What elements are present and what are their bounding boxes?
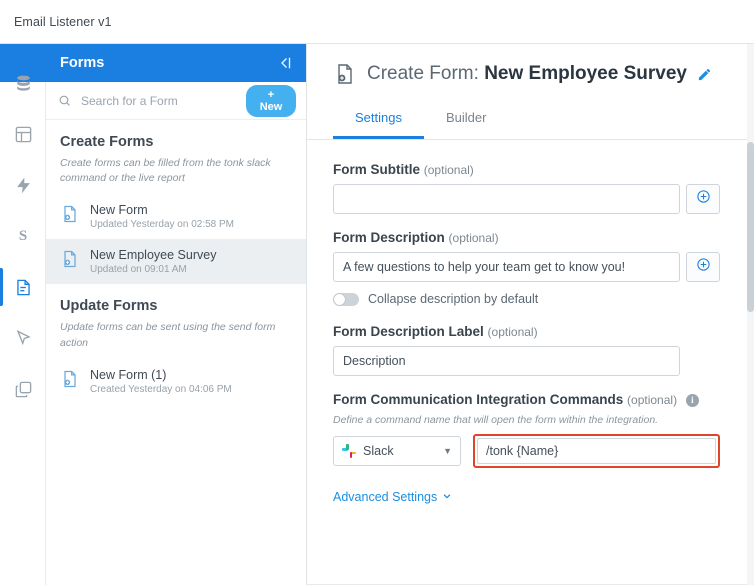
main-scrollbar[interactable]: [747, 44, 754, 585]
scrollbar-thumb[interactable]: [747, 142, 754, 312]
tab-settings[interactable]: Settings: [333, 100, 424, 139]
search-icon: [58, 94, 71, 107]
advanced-settings-toggle[interactable]: [333, 490, 452, 504]
cursor-icon: [14, 329, 33, 348]
bolt-icon: [14, 176, 33, 195]
optional-tag: (optional): [487, 325, 538, 339]
form-subtitle-input[interactable]: [333, 184, 680, 214]
settings-form: [307, 140, 754, 506]
database-icon: [14, 74, 33, 93]
main-content: [307, 44, 754, 585]
form-description-label-label: [333, 324, 720, 339]
page-title-name: New Employee Survey: [484, 63, 687, 84]
search-input[interactable]: [79, 93, 238, 109]
label-text: Form Communication Integration Commands: [333, 392, 624, 407]
info-icon[interactable]: i: [686, 394, 699, 407]
advanced-settings-label: Advanced Settings: [333, 490, 438, 504]
grid-icon: [14, 125, 33, 144]
chevron-down-icon: [442, 490, 452, 504]
page-title-row: [307, 44, 754, 100]
list-item[interactable]: [46, 194, 306, 239]
list-item-meta: Updated on 09:01 AM: [90, 264, 187, 276]
form-subtitle-label: [333, 162, 720, 177]
top-bar: [0, 0, 754, 44]
rail-item-library[interactable]: [0, 364, 46, 415]
slack-icon: [342, 444, 356, 458]
optional-tag: (optional): [448, 231, 499, 245]
app-title: Email Listener v1: [14, 14, 112, 29]
group-header-create-forms: [46, 120, 306, 152]
label-text: Form Subtitle: [333, 162, 420, 177]
new-form-button[interactable]: + New: [246, 85, 296, 117]
chevron-down-icon: ▼: [443, 446, 452, 456]
integration-commands-hint: Define a command name that will open the form within the integration.: [333, 414, 659, 426]
rail-item-forms[interactable]: [0, 262, 46, 313]
list-item-name: New Form: [90, 203, 148, 218]
copy-icon: [14, 380, 33, 399]
group-subtitle: Update forms can be sent using the send form action: [60, 321, 276, 349]
toggle-knob: [334, 294, 345, 305]
tab-bar: [307, 100, 754, 140]
forms-panel: [46, 44, 307, 585]
command-input-highlight: [473, 434, 720, 468]
rail-item-automations[interactable]: [0, 160, 46, 211]
integration-select-value: Slack: [363, 444, 394, 458]
list-item-meta: Updated Yesterday on 02:58 PM: [90, 219, 234, 231]
collapse-description-label: Collapse description by default: [368, 292, 539, 306]
tab-builder[interactable]: Builder: [445, 110, 487, 125]
form-document-icon: [60, 204, 80, 229]
form-description-input[interactable]: [333, 252, 680, 282]
edit-pencil-icon[interactable]: [697, 67, 712, 82]
merge-field-icon: [696, 189, 711, 209]
collapse-panel-icon[interactable]: [276, 54, 294, 72]
rail-item-data[interactable]: [0, 58, 46, 109]
page-title: [367, 63, 687, 85]
integration-commands-label: [333, 392, 720, 407]
letter-s-icon: S: [18, 228, 28, 244]
rail-item-s[interactable]: [0, 211, 46, 262]
rail-item-apps[interactable]: [0, 109, 46, 160]
forms-search-row: [46, 82, 306, 120]
form-document-icon: [60, 249, 80, 274]
merge-field-icon: [696, 257, 711, 277]
label-text: Form Description Label: [333, 324, 484, 339]
collapse-description-row: [333, 292, 720, 306]
form-document-icon: [60, 369, 80, 394]
form-description-row: [333, 252, 720, 282]
group-title: Create Forms: [60, 134, 154, 150]
left-icon-rail: [0, 44, 46, 585]
integration-select[interactable]: [333, 436, 461, 466]
optional-tag: (optional): [423, 163, 474, 177]
group-subtitle: Create forms can be filled from the tonk slack command or the live report: [60, 157, 271, 185]
label-text: Form Description: [333, 230, 445, 245]
form-description-label-row: [333, 346, 720, 376]
form-icon: [14, 278, 33, 297]
group-title: Update Forms: [60, 298, 158, 315]
insert-variable-button[interactable]: [686, 184, 720, 214]
rail-item-actions[interactable]: [0, 313, 46, 364]
command-input[interactable]: [477, 438, 716, 464]
forms-panel-header: [46, 44, 306, 82]
list-item[interactable]: [46, 239, 306, 284]
optional-tag: (optional): [627, 393, 678, 407]
collapse-description-toggle[interactable]: [333, 293, 359, 306]
group-header-update-forms: [46, 284, 306, 316]
form-description-label: [333, 230, 720, 245]
form-description-label-input[interactable]: [333, 346, 680, 376]
list-item[interactable]: [46, 359, 306, 404]
form-subtitle-row: [333, 184, 720, 214]
integration-command-row: [333, 434, 720, 468]
list-item-name: New Employee Survey: [90, 248, 217, 263]
form-document-icon: [333, 62, 357, 86]
page-title-prefix: Create Form:: [367, 63, 479, 84]
forms-panel-title: Forms: [60, 55, 105, 71]
insert-variable-button[interactable]: [686, 252, 720, 282]
list-item-meta: Created Yesterday on 04:06 PM: [90, 383, 232, 395]
list-item-name: New Form (1): [90, 367, 167, 382]
